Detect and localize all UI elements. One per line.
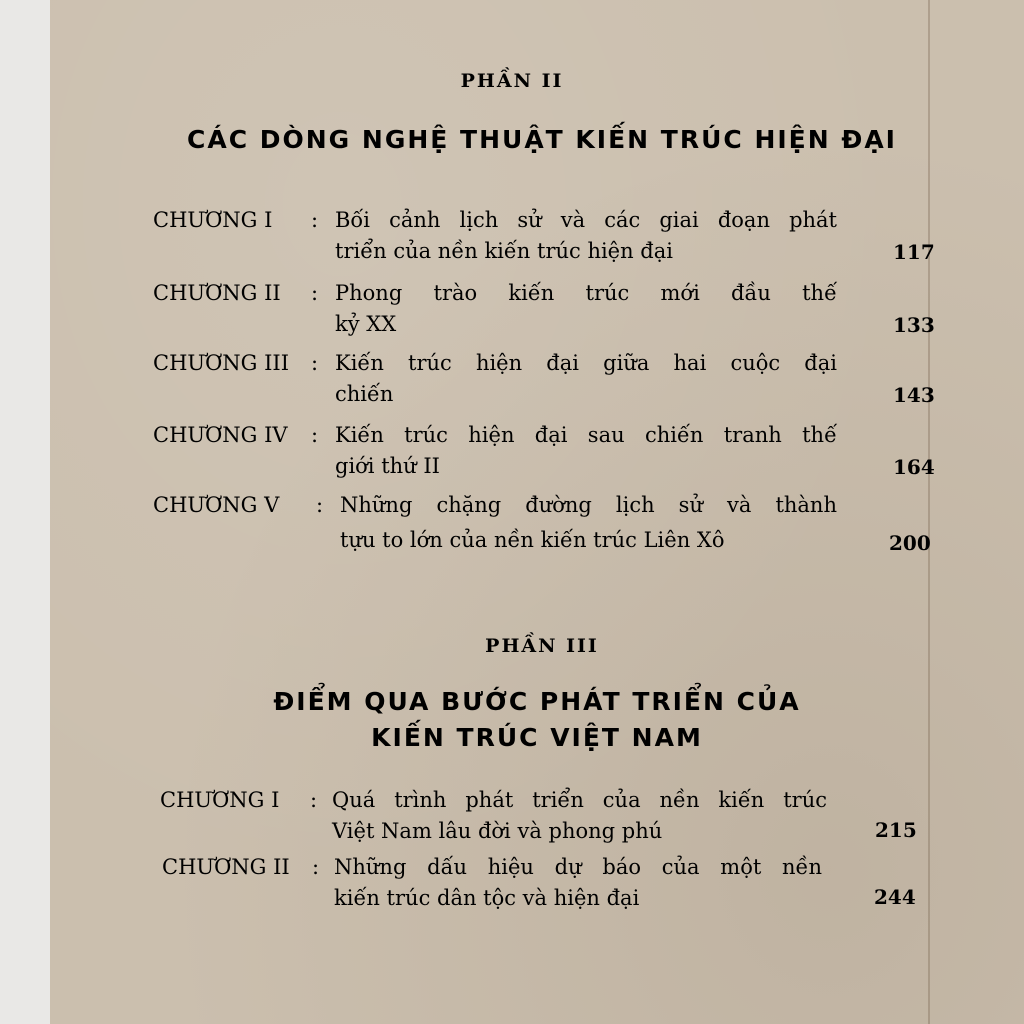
chapter-label: CHƯƠNG V (153, 493, 280, 517)
part-2-label: PHẦN II (460, 70, 564, 92)
chapter-title-line-1: Những chặng đường lịch sử và thành (340, 493, 837, 517)
chapter-title (335, 205, 837, 267)
chapter-title (335, 420, 837, 482)
chapter-title-line-1: Bối cảnh lịch sử và các giai đoạn phát (335, 208, 837, 232)
chapter-colon: : (311, 281, 319, 305)
chapter-label: CHƯƠNG I (160, 788, 280, 812)
chapter-colon: : (311, 423, 319, 447)
chapter-title-line-2: triển của nền kiến trúc hiện đại (335, 239, 673, 263)
page-number: 143 (893, 383, 935, 407)
part-3-title (25, 684, 1024, 756)
part-2-title: CÁC DÒNG NGHỆ THUẬT KIẾN TRÚC HIỆN ĐẠI (187, 125, 897, 154)
chapter-colon: : (316, 493, 324, 517)
page-number: 133 (893, 313, 935, 337)
chapter-label: CHƯƠNG II (153, 281, 281, 305)
chapter-colon: : (310, 788, 318, 812)
chapter-colon: : (311, 208, 319, 232)
chapter-title-line-1: Những dấu hiệu dự báo của một nền (334, 855, 822, 879)
chapter-title-line-1: Kiến trúc hiện đại giữa hai cuộc đại (335, 351, 837, 375)
page-number: 164 (893, 455, 935, 479)
page-number: 200 (889, 531, 931, 555)
chapter-title-line-2: Việt Nam lâu đời và phong phú (332, 819, 663, 843)
chapter-colon: : (311, 351, 319, 375)
page-number: 117 (893, 240, 935, 264)
chapter-title-line-2: tựu to lớn của nền kiến trúc Liên Xô (340, 528, 725, 552)
page-number: 244 (874, 885, 916, 909)
chapter-label: CHƯƠNG III (153, 351, 290, 375)
chapter-colon: : (312, 855, 320, 879)
chapter-title (340, 490, 837, 556)
chapter-title-line-1: Kiến trúc hiện đại sau chiến tranh thế (335, 423, 837, 447)
chapter-title-line-1: Phong trào kiến trúc mới đầu thế (335, 281, 837, 305)
chapter-title-line-1: Quá trình phát triển của nền kiến trúc (332, 788, 827, 812)
chapter-label: CHƯƠNG I (153, 208, 273, 232)
part-3-title-line-1: ĐIỂM QUA BƯỚC PHÁT TRIỂN CỦA (273, 687, 801, 716)
chapter-title-line-2: kỷ XX (335, 312, 397, 336)
page-number: 215 (875, 818, 917, 842)
chapter-title-line-2: chiến (335, 382, 394, 406)
chapter-title (335, 278, 837, 340)
chapter-title-line-2: giới thứ II (335, 454, 440, 478)
chapter-title (332, 785, 827, 847)
chapter-title (334, 852, 822, 914)
part-3-label: PHẦN III (485, 635, 599, 657)
part-3-title-line-2: KIẾN TRÚC VIỆT NAM (371, 723, 703, 752)
chapter-title-line-2: kiến trúc dân tộc và hiện đại (334, 886, 640, 910)
chapter-label: CHƯƠNG IV (153, 423, 288, 447)
chapter-label: CHƯƠNG II (162, 855, 290, 879)
chapter-title (335, 348, 837, 410)
